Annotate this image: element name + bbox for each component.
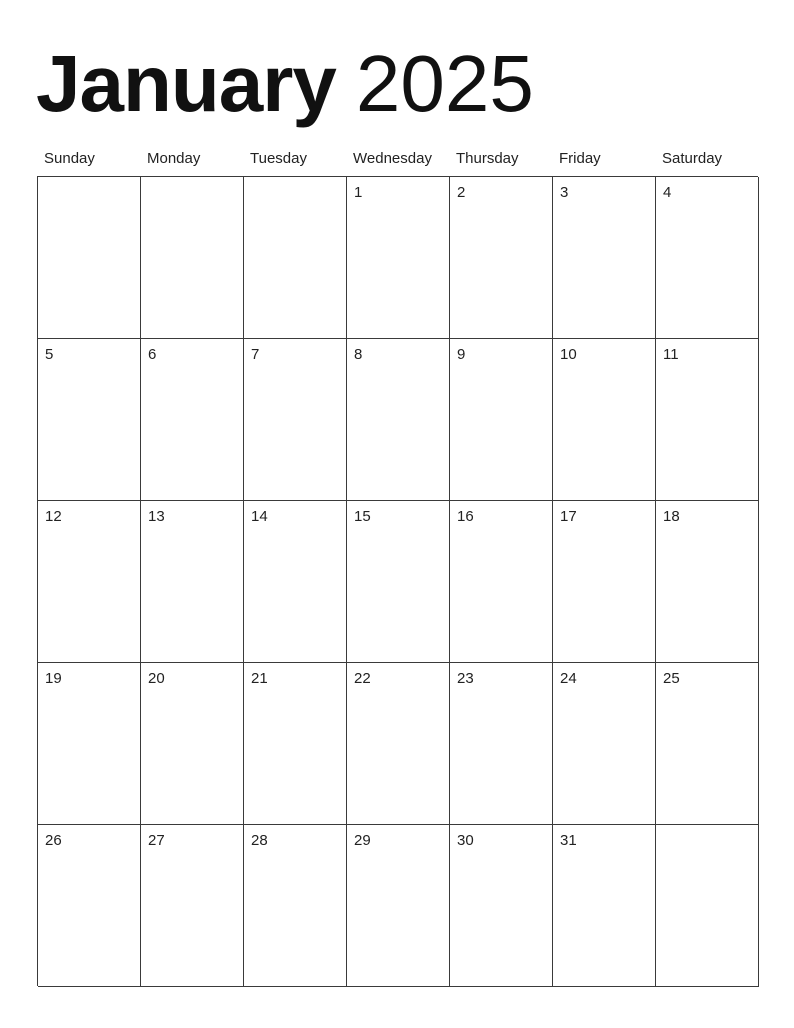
day-cell[interactable] [347,501,450,663]
calendar-grid [37,176,758,986]
day-cell[interactable] [450,501,553,663]
day-number: 4 [663,184,672,201]
day-cell[interactable] [141,825,244,987]
day-number: 29 [354,832,371,849]
day-number: 27 [148,832,165,849]
weekday-label: Sunday [44,150,95,167]
day-number: 26 [45,832,62,849]
day-number: 11 [663,346,679,363]
day-cell[interactable] [141,501,244,663]
day-number: 3 [560,184,569,201]
day-number: 16 [457,508,474,525]
day-number: 6 [148,346,157,363]
day-number: 18 [663,508,680,525]
day-cell[interactable] [244,501,347,663]
day-number: 30 [457,832,474,849]
day-cell[interactable] [347,663,450,825]
weekday-label: Monday [147,150,201,167]
calendar-title [36,39,534,128]
day-cell[interactable] [141,177,244,339]
day-cell[interactable] [553,663,656,825]
day-cell[interactable] [450,177,553,339]
day-cell[interactable] [553,501,656,663]
day-number: 22 [354,670,371,687]
weekday-header-row [37,150,758,167]
day-number: 15 [354,508,371,525]
day-cell[interactable] [38,339,141,501]
weekday-label: Thursday [456,150,519,167]
day-cell[interactable] [141,339,244,501]
month-name: January [36,39,336,128]
day-cell[interactable] [450,825,553,987]
day-number: 5 [45,346,54,363]
day-cell[interactable] [347,177,450,339]
day-number: 24 [560,670,577,687]
day-cell[interactable] [347,339,450,501]
day-number: 1 [354,184,363,201]
day-cell[interactable] [656,501,759,663]
weekday-label: Friday [559,150,601,167]
day-number: 25 [663,670,680,687]
year-number: 2025 [355,39,534,128]
day-number: 2 [457,184,466,201]
weekday-label: Saturday [662,150,723,167]
day-cell[interactable] [656,339,759,501]
day-number: 31 [560,832,577,849]
weekday-label: Tuesday [250,150,307,167]
day-cell[interactable] [553,825,656,987]
day-cell[interactable] [244,825,347,987]
weekday-label: Wednesday [353,150,432,167]
day-number: 8 [354,346,363,363]
day-cell[interactable] [141,663,244,825]
day-cell[interactable] [244,339,347,501]
day-cell[interactable] [553,177,656,339]
day-cell[interactable] [244,177,347,339]
day-number: 7 [251,346,260,363]
day-number: 14 [251,508,268,525]
day-cell[interactable] [38,177,141,339]
day-cell[interactable] [450,339,553,501]
day-cell[interactable] [244,663,347,825]
day-number: 23 [457,670,474,687]
day-cell[interactable] [450,663,553,825]
day-number: 9 [457,346,466,363]
day-cell[interactable] [38,501,141,663]
day-cell[interactable] [38,663,141,825]
day-number: 10 [560,346,577,363]
day-number: 19 [45,670,62,687]
day-cell[interactable] [656,825,759,987]
day-cell[interactable] [553,339,656,501]
day-number: 28 [251,832,268,849]
day-number: 20 [148,670,165,687]
day-cell[interactable] [347,825,450,987]
day-cell[interactable] [656,177,759,339]
day-number: 17 [560,508,577,525]
day-number: 13 [148,508,165,525]
day-cell[interactable] [656,663,759,825]
day-number: 12 [45,508,62,525]
day-cell[interactable] [38,825,141,987]
day-number: 21 [251,670,268,687]
